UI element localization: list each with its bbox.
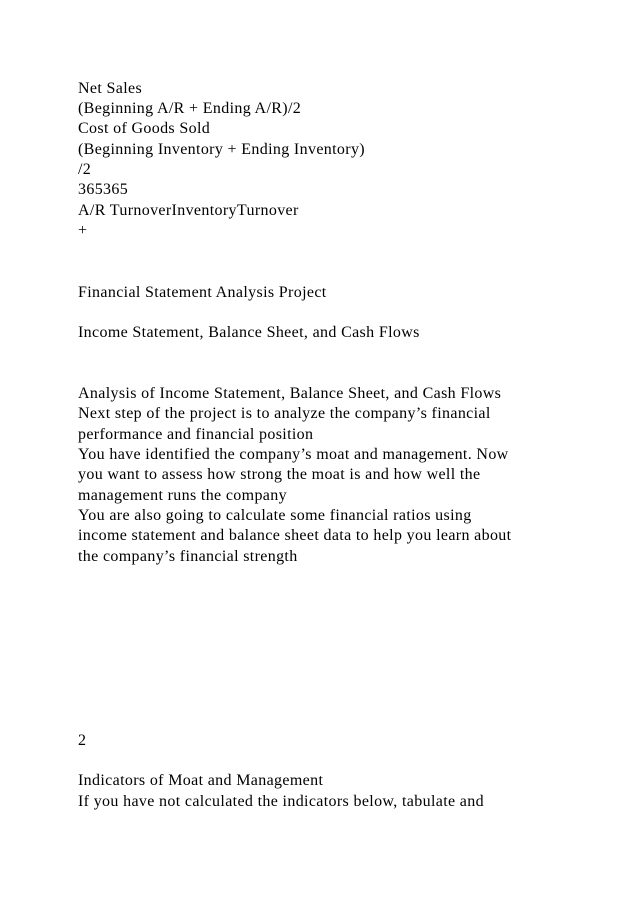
indicators-text-line: If you have not calculated the indicators below, tabulate and [78, 793, 484, 810]
project-title: Financial Statement Analysis Project [78, 284, 327, 301]
analysis-text-line: performance and financial position [78, 426, 314, 443]
formula-average-inventory: (Beginning Inventory + Ending Inventory) [78, 141, 365, 158]
formula-average-ar: (Beginning A/R + Ending A/R)/2 [78, 100, 302, 117]
project-subtitle: Income Statement, Balance Sheet, and Cash Flows [78, 324, 420, 341]
analysis-text-line: You are also going to calculate some financial ratios using [78, 507, 472, 524]
page-number: 2 [78, 732, 87, 749]
analysis-text-line: management runs the company [78, 487, 287, 504]
analysis-text-line: You have identified the company’s moat and management. Now [78, 446, 509, 463]
analysis-text-line: Next step of the project is to analyze the company’s financial [78, 405, 491, 422]
formula-net-sales: Net Sales [78, 80, 143, 97]
formula-divide-two: /2 [78, 161, 92, 178]
analysis-text-line: income statement and balance sheet data to help you learn about [78, 527, 512, 544]
analysis-heading: Analysis of Income Statement, Balance Sheet, and Cash Flows [78, 385, 502, 402]
formula-plus: + [78, 222, 88, 239]
formula-cogs: Cost of Goods Sold [78, 120, 211, 137]
formula-days: 365365 [78, 181, 129, 198]
analysis-text-line: you want to assess how strong the moat is and how well the [78, 466, 481, 483]
indicators-heading: Indicators of Moat and Management [78, 772, 324, 789]
analysis-text-line: the company’s financial strength [78, 548, 298, 565]
formula-turnover-labels: A/R TurnoverInventoryTurnover [78, 202, 299, 219]
